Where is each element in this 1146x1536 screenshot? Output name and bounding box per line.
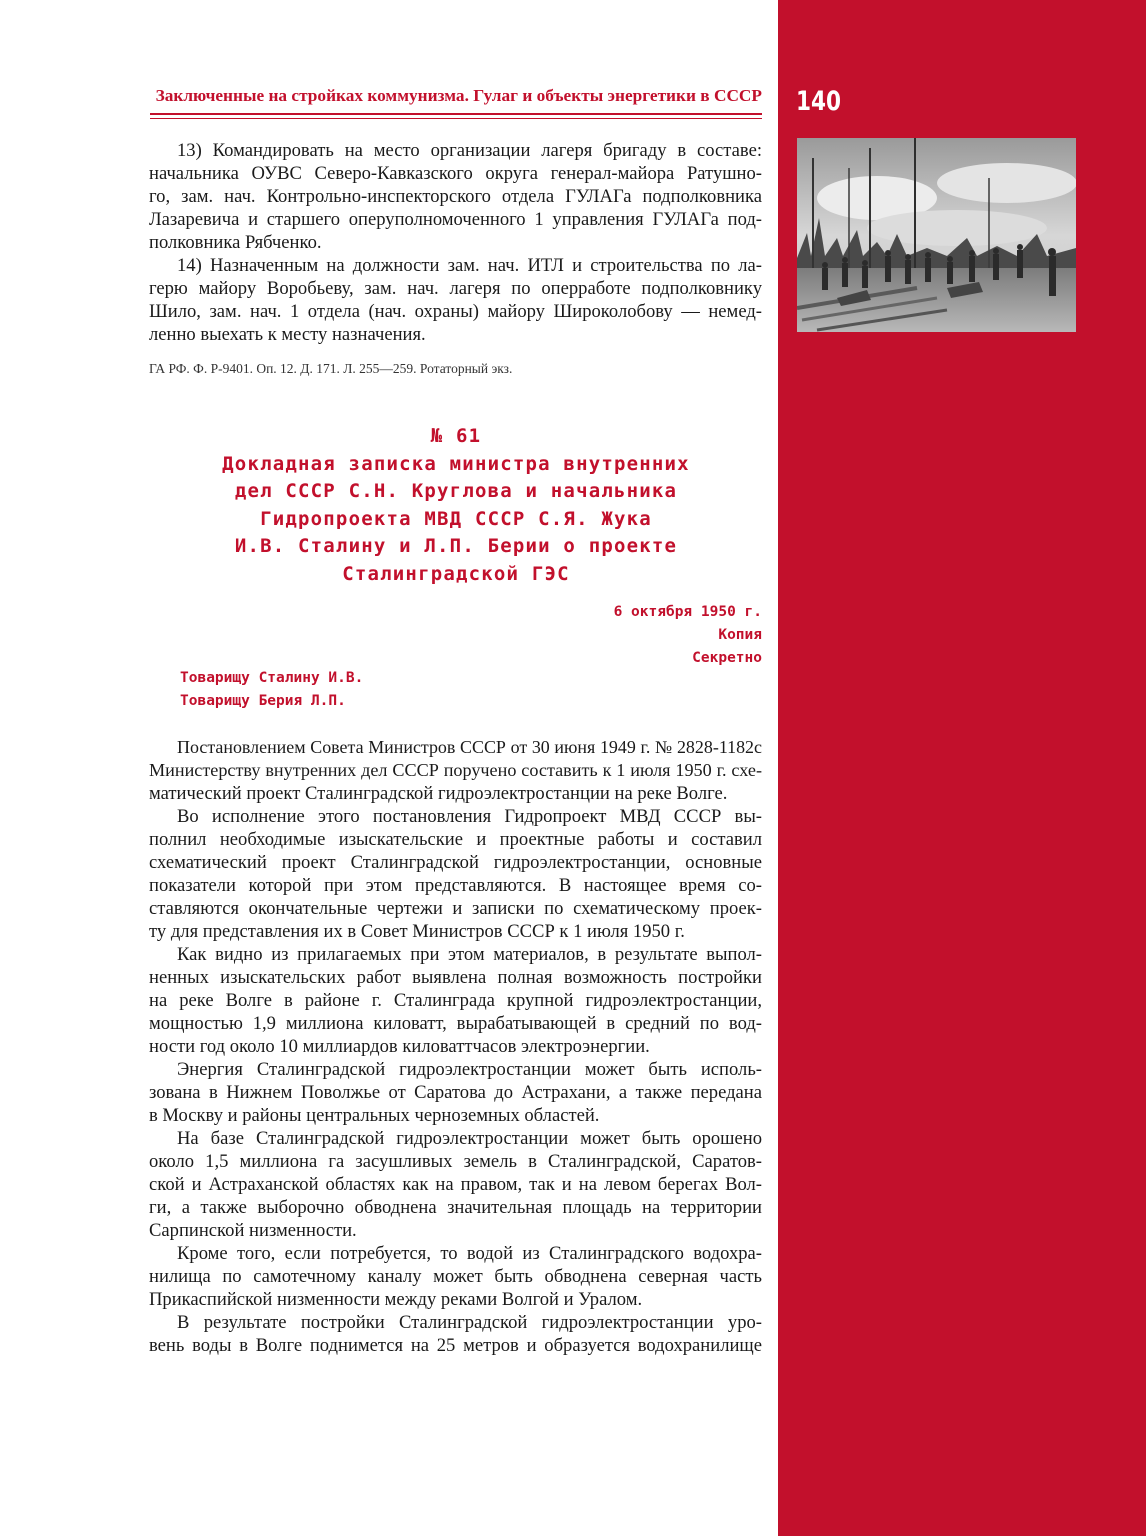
text-line: 13) Командировать на место организации лагеря бригаду в составе: — [177, 140, 762, 161]
text-line: Как видно из прилагаемых при этом материалов, в результате выпол- — [177, 944, 762, 965]
photo-illustration — [797, 138, 1076, 332]
addressee: Товарищу Сталину И.В. — [180, 670, 364, 686]
addressee: Товарищу Берия Л.П. — [180, 693, 346, 709]
body-paragraph — [149, 805, 762, 943]
page-number: 140 — [796, 86, 842, 117]
archive-source-reference: ГА РФ. Ф. Р-9401. Оп. 12. Д. 171. Л. 255—259. Ротаторный экз. — [149, 361, 513, 376]
archival-photo — [797, 138, 1076, 332]
body-paragraph — [149, 943, 762, 1058]
document-number: № 61 — [430, 425, 482, 447]
title-line: дел СССР С.Н. Круглова и начальника — [234, 480, 678, 502]
text-line: ту для представления их в Совет Министров СССР к 1 июля 1950 г. — [149, 921, 685, 942]
body-paragraph — [149, 1058, 762, 1127]
text-line: мощностью 1,9 миллиона киловатт, вырабатывающей в средний по вод- — [149, 1013, 762, 1034]
text-line: в Москву и районы центральных черноземных областей. — [149, 1105, 600, 1126]
text-line: Сарпинской низменности. — [149, 1220, 357, 1241]
header-rule-thin — [150, 118, 762, 119]
text-line: показатели которой при этом представляются. В настоящее время со- — [149, 875, 762, 896]
document-meta — [500, 601, 762, 670]
body-paragraph — [149, 1127, 762, 1242]
text-line: Постановлением Совета Министров СССР от 30 июня 1949 г. № 2828-1182с — [177, 737, 762, 757]
document-heading — [160, 423, 752, 588]
document-date: 6 октября 1950 г. — [613, 604, 762, 620]
text-line: Во исполнение этого постановления Гидропроект МВД СССР вы- — [177, 806, 762, 827]
text-line: 14) Назначенным на должности зам. нач. ИТЛ и строительства по ла- — [177, 255, 762, 276]
text-line: вень воды в Волге поднимется на 25 метров и образуется водохранилище — [149, 1335, 762, 1356]
document-body — [149, 736, 762, 1357]
title-line: Гидропроекта МВД СССР С.Я. Жука — [260, 507, 652, 530]
text-line: Министерству внутренних дел СССР поручено составить к 1 июля 1950 г. схе- — [149, 760, 762, 780]
text-line: го, зам. нач. Контрольно-инспекторского отдела ГУЛАГа подполковника — [149, 186, 762, 207]
body-paragraph — [149, 1311, 762, 1357]
text-line: ской и Астраханской областях как на правом, так и на левом берегах Вол- — [149, 1174, 762, 1195]
paragraph-13 — [149, 139, 762, 254]
header-rule — [150, 113, 762, 115]
title-line: Докладная записка министра внутренних — [222, 452, 690, 475]
title-line: Сталинградской ГЭС — [342, 562, 570, 585]
text-line: Лазаревича и старшего оперуполномоченного 1 управления ГУЛАГа под- — [149, 209, 762, 230]
text-line: Шило, зам. нач. 1 отдела (нач. охраны) майору Широколобову — немед- — [149, 301, 762, 322]
text-line: начальника ОУВС Северо-Кавказского округа генерал-майора Ратушно- — [149, 163, 762, 184]
text-line: схематический проект Сталинградской гидроэлектростанции, основные — [149, 852, 762, 873]
text-line: ги, а также выборочно обводнена значительная площадь на территории — [149, 1197, 762, 1218]
text-line: герю майору Воробьеву, зам. нач. лагеря по оперработе подполковнику — [149, 278, 762, 299]
text-line: На базе Сталинградской гидроэлектростанции может быть орошено — [177, 1128, 762, 1149]
secrecy-mark: Секретно — [692, 650, 762, 666]
text-line: ности год около 10 миллиардов киловаттчасов электроэнергии. — [149, 1036, 650, 1057]
body-paragraph — [149, 736, 762, 805]
text-line: В результате постройки Сталинградской гидроэлектростанции уро- — [177, 1312, 762, 1333]
text-line: полнил необходимые изыскательские и проектные работы и составил — [149, 829, 762, 850]
running-head: Заключенные на стройках коммунизма. Гулаг и объекты энергетики в СССР — [155, 86, 762, 105]
text-line: Энергия Сталинградской гидроэлектростанции может быть исполь- — [177, 1059, 762, 1080]
paragraph-14 — [149, 254, 762, 346]
text-line: нилища по самотечному каналу может быть обводнена северная часть — [149, 1266, 762, 1287]
text-line: ленно выехать к месту назначения. — [149, 324, 426, 345]
addressees — [180, 667, 363, 713]
body-paragraph — [149, 1242, 762, 1311]
title-line: И.В. Сталину и Л.П. Берии о проекте — [234, 535, 678, 557]
text-line: полковника Рябченко. — [149, 232, 322, 253]
text-line: матический проект Сталинградской гидроэлектростанции на реке Волге. — [149, 783, 728, 804]
text-line: ставляются окончательные чертежи и записки по схематическому проек- — [149, 898, 762, 919]
text-line: Прикаспийской низменности между реками Волгой и Уралом. — [149, 1289, 643, 1310]
text-line: Кроме того, если потребуется, то водой из Сталинградского водохра- — [177, 1243, 762, 1264]
text-line: на реке Волге в районе г. Сталинграда крупной гидроэлектростанции, — [149, 990, 762, 1011]
copy-mark: Копия — [718, 627, 762, 643]
text-line: ненных изыскательских работ выявлена полная возможность постройки — [149, 967, 762, 988]
text-line: около 1,5 миллиона га засушливых земель в Сталинградской, Саратов- — [149, 1151, 762, 1172]
continuation-text — [149, 139, 762, 346]
text-line: зована в Нижнем Поволжье от Саратова до Астрахани, а также передана — [149, 1082, 762, 1103]
